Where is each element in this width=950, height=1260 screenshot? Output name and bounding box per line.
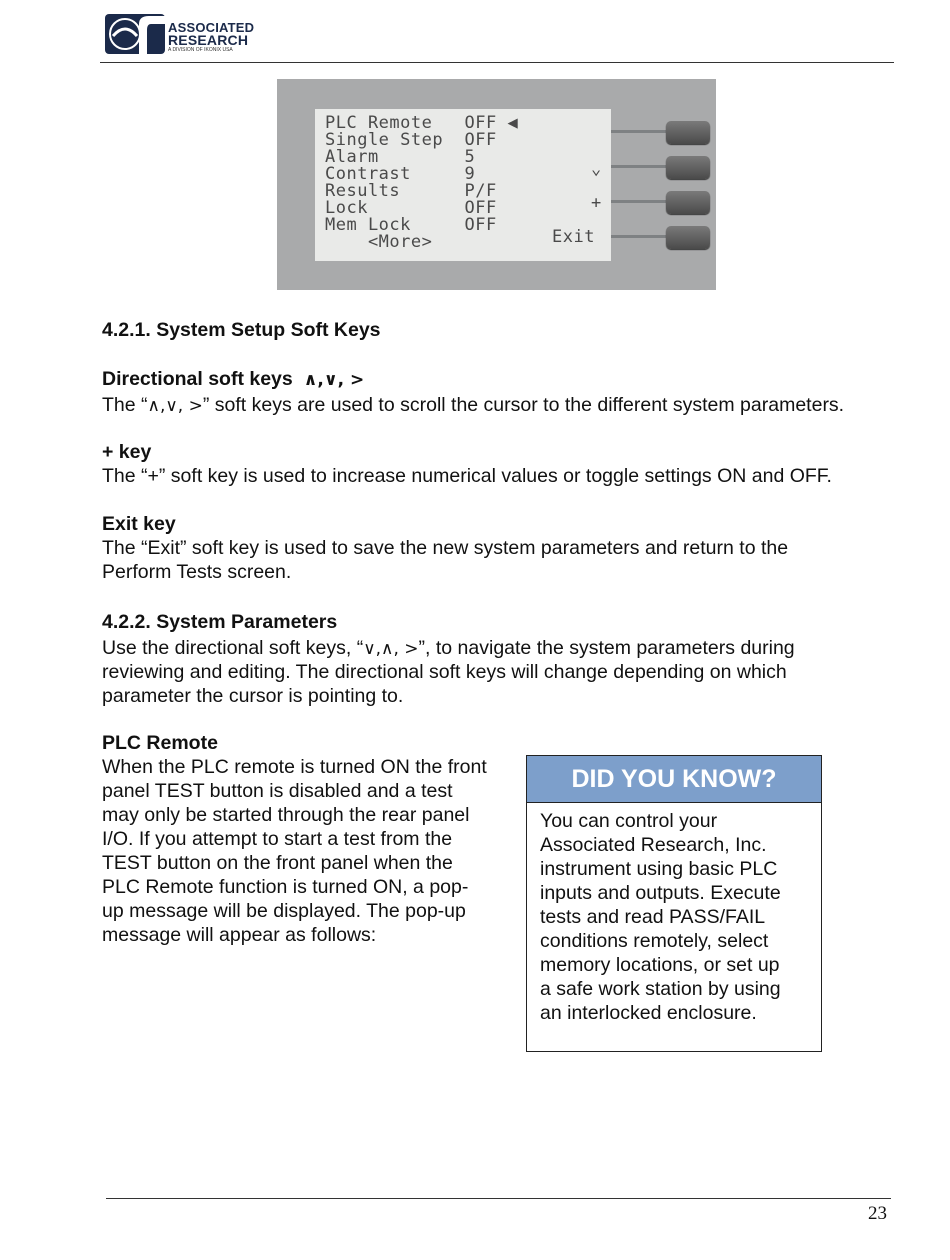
did-you-know-line: You can control your (540, 810, 718, 832)
did-you-know-line: inputs and outputs. Execute (540, 882, 781, 904)
page-number: 23 (868, 1203, 887, 1224)
lcd-row-more: <More> (325, 232, 433, 252)
footer-rule (106, 1198, 891, 1199)
directional-keys-text-post: ” soft keys are used to scroll the cursor to the different system parameters. (202, 394, 845, 416)
did-you-know-line: instrument using basic PLC (540, 858, 778, 880)
did-you-know-line: conditions remotely, select (540, 930, 769, 952)
logo-wordmark (168, 22, 254, 54)
exit-key-text-line: The “Exit” soft key is used to save the new system parameters and return to the (102, 537, 789, 559)
plus-key-text: The “+” soft key is used to increase numerical values or toggle settings ON and OFF. (102, 465, 832, 487)
soft-key-3 (666, 191, 710, 214)
did-you-know-body (540, 809, 781, 1025)
did-you-know-line: a safe work station by using (540, 978, 781, 1000)
plc-remote-text-line: up message will be displayed. The pop-up (102, 900, 466, 922)
directional-keys-text (102, 393, 844, 418)
plus-key-heading: + key (102, 441, 152, 463)
directional-keys-heading (102, 367, 364, 392)
plc-remote-text-line: TEST button on the front panel when the (102, 852, 453, 874)
lcd-screen (315, 109, 611, 261)
did-you-know-line: Associated Research, Inc. (540, 834, 767, 856)
did-you-know-box (526, 755, 822, 1052)
soft-key-2 (666, 156, 710, 179)
section-4-2-1-title: 4.2.1. System Setup Soft Keys (102, 319, 381, 341)
exit-key-text-line: Perform Tests screen. (102, 561, 292, 583)
directional-keys-text-pre: The “ (102, 394, 148, 416)
section-4-2-2-title: 4.2.2. System Parameters (102, 611, 338, 633)
system-parameters-text-line: reviewing and editing. The directional soft keys will change depending on which (102, 661, 787, 683)
lcd-softkey-label-plus: + (591, 193, 602, 213)
did-you-know-line: tests and read PASS/FAIL (540, 906, 766, 928)
system-parameters-text-line (102, 636, 795, 661)
softkey-connector (611, 200, 671, 203)
plc-remote-text-line: may only be started through the rear panel (102, 804, 470, 826)
plc-remote-heading: PLC Remote (102, 732, 218, 754)
soft-key-4 (666, 226, 710, 249)
lcd-softkey-label-exit: Exit (552, 227, 595, 247)
did-you-know-line: an interlocked enclosure. (540, 1002, 757, 1024)
soft-key-1 (666, 121, 710, 144)
system-parameters-symbols: ∨,∧, > (363, 639, 419, 659)
plc-remote-text-line: message will appear as follows: (102, 924, 377, 946)
softkey-connector (611, 130, 671, 133)
system-parameters-text-post: ”, to navigate the system parameters during (418, 637, 795, 659)
logo-line-1: ASSOCIATED (168, 20, 255, 35)
directional-keys-heading-text: Directional soft keys (102, 368, 293, 390)
logo-subtitle: A DIVISION OF IKONIX USA (168, 47, 233, 53)
did-you-know-line: memory locations, or set up (540, 954, 780, 976)
softkey-connector (611, 235, 671, 238)
plc-remote-text-line: panel TEST button is disabled and a test (102, 780, 453, 802)
lcd-row-lock: Lock OFF (325, 198, 497, 218)
system-parameters-text-line: parameter the cursor is pointing to. (102, 685, 404, 707)
plc-remote-text-line: When the PLC remote is turned ON the front (102, 756, 487, 778)
directional-keys-text-symbols: ∧,∨, > (147, 396, 203, 416)
lcd-row-mem-lock: Mem Lock OFF (325, 215, 497, 235)
system-parameters-text-pre: Use the directional soft keys, “ (102, 637, 364, 659)
lcd-softkey-label-down: ⌄ (591, 159, 602, 179)
exit-key-heading: Exit key (102, 513, 176, 535)
lcd-row-single-step: Single Step OFF (325, 130, 497, 150)
plc-remote-text-line: PLC Remote function is turned ON, a pop- (102, 876, 469, 898)
lcd-row-contrast: Contrast 9 (325, 164, 476, 184)
plc-remote-text-line: I/O. If you attempt to start a test from the (102, 828, 453, 850)
logo-line-2: RESEARCH (168, 32, 249, 48)
did-you-know-title: DID YOU KNOW? (527, 756, 821, 803)
softkey-connector (611, 165, 671, 168)
directional-symbols: ∧,∨, > (303, 370, 365, 390)
lcd-row-plc-remote: PLC Remote OFF ◀ (325, 113, 519, 133)
lcd-row-alarm: Alarm 5 (325, 147, 476, 167)
lcd-panel-image (277, 79, 716, 290)
page-header (100, 0, 894, 63)
lcd-row-results: Results P/F (325, 181, 497, 201)
associated-research-logo (105, 10, 169, 58)
